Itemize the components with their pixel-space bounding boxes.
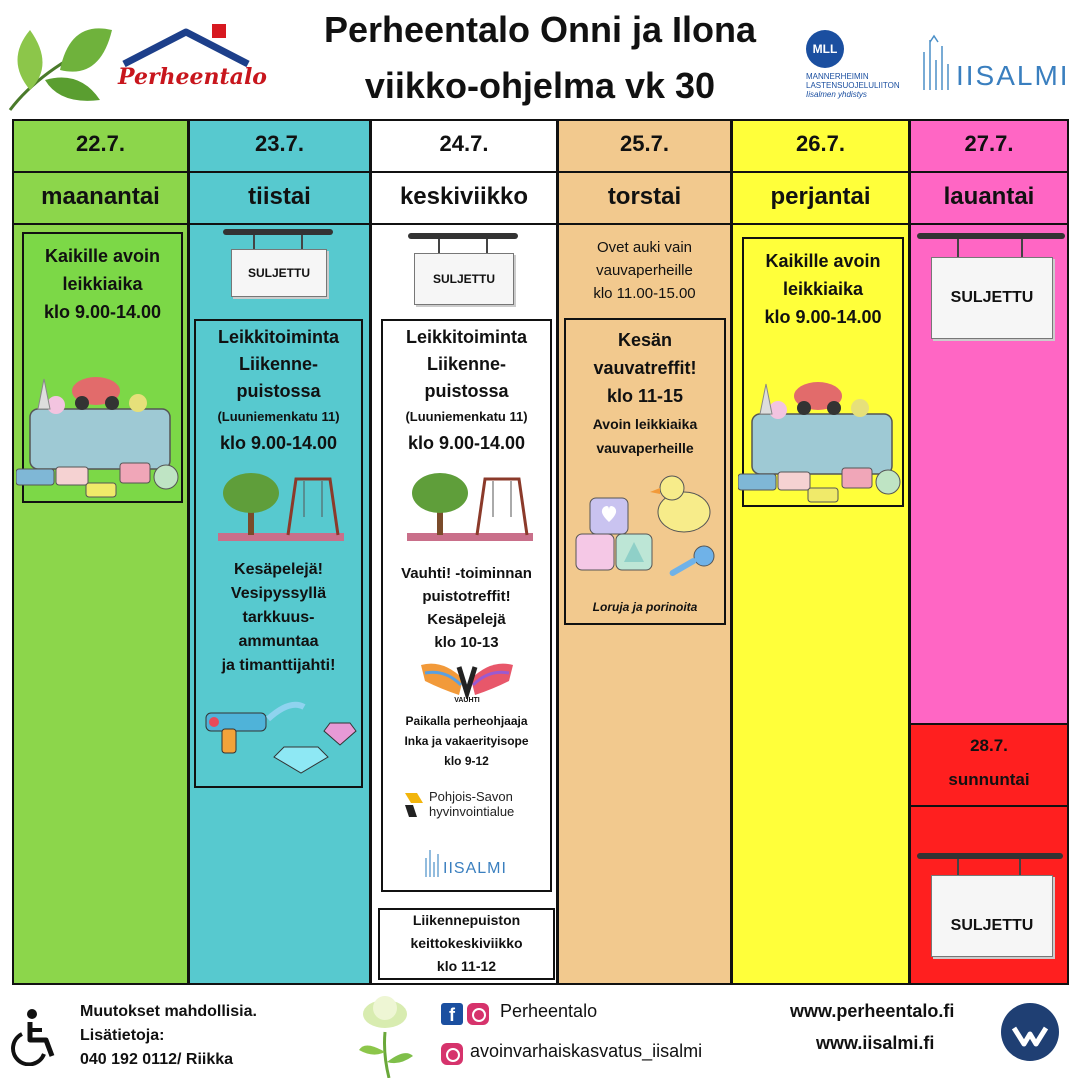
day-monday: maanantai xyxy=(14,173,187,225)
wednesday-soup-2: keittokeskiviikko xyxy=(410,935,523,951)
toy-box-icon xyxy=(16,369,186,499)
tuesday-games-5: ja timanttijahti! xyxy=(221,657,336,674)
website-iisalmi: www.iisalmi.fi xyxy=(816,1033,935,1053)
page-title: Perheentalo Onni ja Ilona xyxy=(323,9,757,50)
water-gun-diamond-icon xyxy=(200,689,358,774)
monday-line-3: klo 9.00-14.00 xyxy=(43,302,162,322)
wednesday-staff-2: Inka ja vakaerityisope xyxy=(404,734,529,748)
date-tuesday: 23.7. xyxy=(190,121,369,173)
pohjois-savon-text-1: Pohjois-Savon xyxy=(429,789,513,804)
perheentalo-logo xyxy=(118,22,267,102)
wednesday-closed-sign xyxy=(408,233,518,309)
iisalmi-logo-text: IISALMI xyxy=(956,60,1070,91)
wednesday-line-1: Leikkitoiminta xyxy=(405,327,528,347)
sign-bar xyxy=(917,853,1063,859)
wednesday-vauhti-2: puistotreffit! xyxy=(422,588,511,605)
toy-box-icon xyxy=(738,374,908,504)
leaf-decoration xyxy=(0,10,115,120)
tuesday-closed-sign xyxy=(223,229,333,301)
tuesday-games-2: Vesipyssyllä xyxy=(230,585,327,602)
date-thursday: 25.7. xyxy=(559,121,730,173)
monday-line-1: Kaikille avoin xyxy=(44,246,161,266)
social-perheentalo: Perheentalo xyxy=(500,1001,598,1021)
monday-open-play-box xyxy=(22,232,183,503)
wednesday-line-5: klo 9.00-14.00 xyxy=(407,433,526,453)
saturday-closed-sign xyxy=(917,233,1065,343)
facebook-icon: f xyxy=(441,1003,463,1025)
thursday-baby-6: Loruja ja porinoita xyxy=(592,600,698,614)
thursday-baby-2: vauvatreffit! xyxy=(593,358,697,378)
iisalmi-logo xyxy=(918,30,1070,95)
instagram-icon xyxy=(441,1043,463,1065)
iisalmi-small-text: IISALMI xyxy=(443,860,507,877)
thursday-open-1: Ovet auki vain xyxy=(596,239,693,256)
thursday-baby-1: Kesän xyxy=(617,330,673,350)
park-icon xyxy=(218,469,344,545)
tuesday-games-4: ammuntaa xyxy=(238,633,319,650)
wednesday-soup-box xyxy=(378,908,555,980)
friday-line-3: klo 9.00-14.00 xyxy=(764,307,882,327)
friday-open-play-box xyxy=(742,237,904,507)
column-thursday xyxy=(557,119,732,985)
welfare-badge-icon xyxy=(1000,1002,1060,1062)
tuesday-closed-label: SULJETTU xyxy=(231,249,327,297)
accessibility-icon xyxy=(10,1008,62,1066)
day-tuesday: tiistai xyxy=(190,173,369,225)
wednesday-vauhti-3: Kesäpelejä xyxy=(427,611,506,628)
day-sunday: sunnuntai xyxy=(911,763,1067,807)
wednesday-vauhti-1: Vauhti! -toiminnan xyxy=(401,565,532,582)
iisalmi-small-logo xyxy=(423,846,523,880)
friday-line-1: Kaikille avoin xyxy=(765,251,881,271)
website-perheentalo: www.perheentalo.fi xyxy=(790,1001,955,1021)
wednesday-staff-1: Paikalla perheohjaaja xyxy=(405,714,528,728)
wednesday-vauhti-4: klo 10-13 xyxy=(434,634,499,651)
footer-info-label: Lisätietoja: xyxy=(80,1027,165,1044)
day-wednesday: keskiviikko xyxy=(372,173,556,225)
tuesday-line-3: puistossa xyxy=(236,381,321,401)
friday-line-2: leikkiaika xyxy=(782,279,864,299)
pohjois-savon-text-2: hyvinvointialue xyxy=(429,804,515,819)
saturday-closed-label: SULJETTU xyxy=(931,257,1053,339)
column-saturday xyxy=(909,119,1069,725)
footer-phone: 040 192 0112/ Riikka xyxy=(80,1051,234,1068)
mll-logo xyxy=(806,30,906,100)
thursday-baby-3: klo 11-15 xyxy=(606,386,684,406)
thursday-baby-box xyxy=(564,318,726,625)
day-saturday: lauantai xyxy=(911,173,1067,225)
sign-bar xyxy=(223,229,333,235)
instagram-icon xyxy=(467,1003,489,1025)
wednesday-line-3: puistossa xyxy=(424,381,509,401)
tuesday-activity-box xyxy=(194,319,363,788)
sunday-closed-sign xyxy=(917,853,1063,965)
social-instagram-handle: avoinvarhaiskasvatus_iisalmi xyxy=(470,1041,703,1061)
mll-text-3: Iisalmen yhdistys xyxy=(806,90,867,99)
mll-text-1: MANNERHEIMIN xyxy=(806,72,869,81)
tuesday-line-5: klo 9.00-14.00 xyxy=(219,433,338,453)
date-wednesday: 24.7. xyxy=(372,121,556,173)
wednesday-closed-label: SULJETTU xyxy=(414,253,514,305)
date-sunday: 28.7. xyxy=(970,736,1008,755)
date-friday: 26.7. xyxy=(733,121,908,173)
column-monday xyxy=(12,119,189,985)
tuesday-games-3: tarkkuus- xyxy=(242,609,315,626)
wednesday-line-2: Liikenne- xyxy=(426,354,506,374)
tuesday-line-4: (Luuniemenkatu 11) xyxy=(217,409,340,424)
column-friday xyxy=(731,119,910,985)
mll-badge: MLL xyxy=(806,30,844,68)
date-saturday: 27.7. xyxy=(911,121,1067,173)
sign-bar xyxy=(408,233,518,239)
wednesday-soup-1: Liikennepuiston xyxy=(412,912,521,928)
page-subtitle: viikko-ohjelma vk 30 xyxy=(364,65,716,106)
column-wednesday xyxy=(370,119,558,985)
column-sunday xyxy=(909,723,1069,985)
monday-line-2: leikkiaika xyxy=(62,274,143,294)
park-icon xyxy=(407,469,533,545)
day-friday: perjantai xyxy=(733,173,908,225)
date-monday: 22.7. xyxy=(14,121,187,173)
pohjois-savon-logo xyxy=(403,789,538,825)
column-tuesday xyxy=(188,119,371,985)
baby-toys-icon xyxy=(572,470,722,590)
thursday-open-2: vauvaperheille xyxy=(596,262,693,279)
thursday-open-3: klo 11.00-15.00 xyxy=(593,285,696,302)
sunday-closed-label: SULJETTU xyxy=(931,875,1053,957)
wednesday-staff-3: klo 9-12 xyxy=(444,754,489,768)
wednesday-soup-3: klo 11-12 xyxy=(436,958,497,974)
tuesday-line-2: Liikenne- xyxy=(238,354,318,374)
tuesday-games-1: Kesäpelejä! xyxy=(234,561,323,578)
footer-changes: Muutokset mahdollisia. xyxy=(80,1003,257,1020)
vauhti-logo-text: VAUHTI xyxy=(454,697,480,704)
wednesday-activity-box xyxy=(381,319,552,892)
sign-bar xyxy=(917,233,1065,239)
tuesday-line-1: Leikkitoiminta xyxy=(217,327,340,347)
thursday-baby-4: Avoin leikkiaika xyxy=(592,416,698,432)
mll-text-2: LASTENSUOJELULIITON xyxy=(806,81,900,90)
wednesday-line-4: (Luuniemenkatu 11) xyxy=(405,409,528,424)
flower-icon xyxy=(355,992,417,1078)
vauhti-logo xyxy=(419,659,515,707)
perheentalo-logo-text: Perheentalo xyxy=(118,64,267,90)
thursday-baby-5: vauvaperheille xyxy=(596,440,694,456)
day-thursday: torstai xyxy=(559,173,730,225)
